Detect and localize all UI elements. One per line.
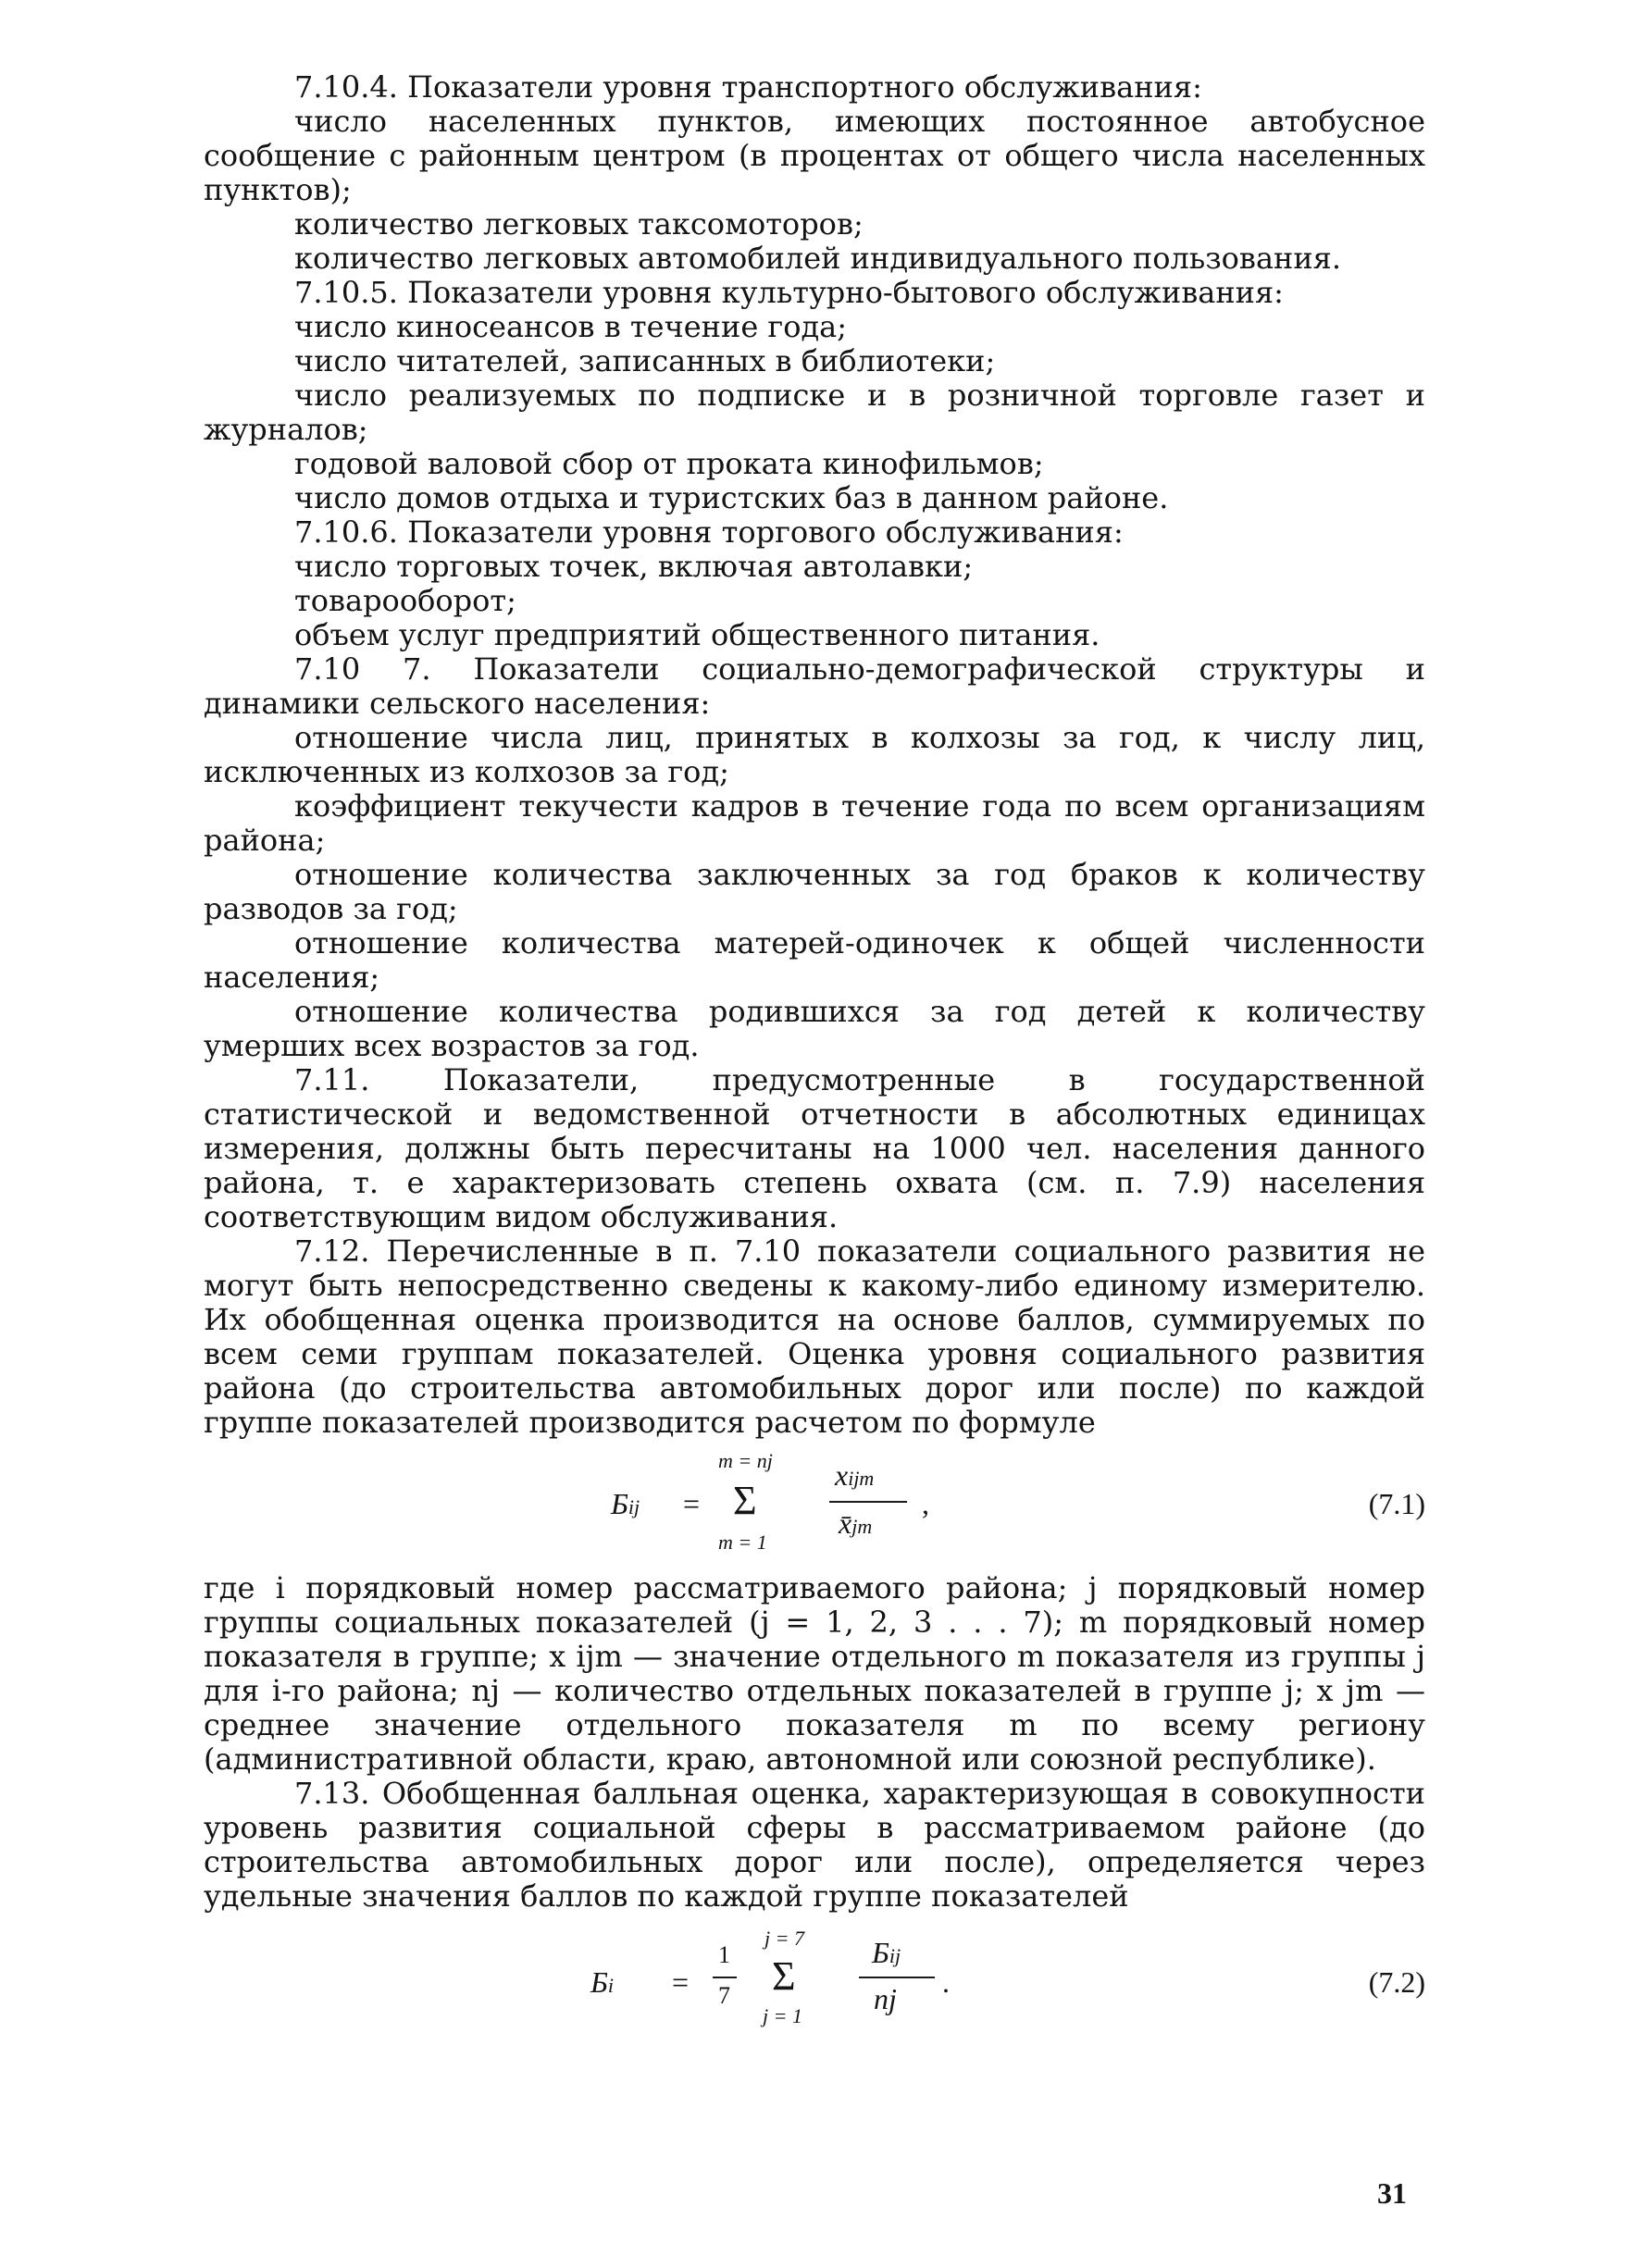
paragraph: коэффициент текучести кадров в течение года по всем организациям района;: [204, 788, 1425, 858]
formula-lhs: Бij: [611, 1487, 640, 1520]
paragraph: количество легковых автомобилей индивидуального пользования.: [294, 241, 1342, 276]
coefficient-denominator: 7: [718, 1982, 730, 2009]
paragraph: число торговых точек, включая автолавки;: [294, 549, 974, 584]
fraction-numerator: xijm: [835, 1458, 875, 1492]
text-body: [204, 70, 1425, 2036]
paragraph: число читателей, записанных в библиотеки;: [294, 343, 996, 378]
paragraph: 7.10.4. Показатели уровня транспортного обслуживания:: [294, 69, 1202, 105]
formula-period: .: [942, 1965, 950, 1999]
paragraph: 7.11. Показатели, предусмотренные в государственной статистической и ведомственной отчетности в абсолютных единицах измерения, должны быть пересчитаны на 1000 чел. населения данного района, т. е характеризовать степень охвата (см. п. 7.9) населения соответствующим видом обслуживания.: [204, 1062, 1425, 1234]
sum-upper-limit: j = 7: [764, 1927, 804, 1950]
equation-number: (7.1): [1368, 1487, 1425, 1520]
paragraph: число киносеансов в течение года;: [294, 309, 848, 344]
sum-sign: Σ: [772, 1953, 796, 1999]
sum-sign: Σ: [733, 1478, 757, 1523]
fraction-bar: [829, 1501, 907, 1503]
coefficient-numerator: 1: [718, 1941, 730, 1968]
paragraph: 7.10 7. Показатели социально-демографической структуры и динамики сельского населения:: [204, 651, 1425, 721]
equation-number: (7.2): [1368, 1965, 1425, 1999]
page-number: 31: [1377, 2176, 1407, 2210]
paragraph: число домов отдыха и туристских баз в данном районе.: [294, 480, 1169, 515]
formula-equals: =: [672, 1965, 690, 1999]
paragraph: отношение количества родившихся за год детей к количеству умерших всех возрастов за год.: [204, 994, 1425, 1063]
paragraph: количество легковых таксомоторов;: [294, 206, 864, 242]
formula-comma: ,: [922, 1487, 929, 1520]
fraction-denominator: nj: [874, 1982, 897, 2015]
sum-lower-limit: j = 1: [763, 2004, 802, 2027]
paragraph: число населенных пунктов, имеющих постоянное автобусное сообщение с районным центром (в процентах от общего числа населенных пунктов);: [204, 104, 1425, 207]
paragraph: отношение количества матерей-одиночек к общей численности населения;: [204, 925, 1425, 995]
paragraph: объем услуг предприятий общественного питания.: [294, 617, 1100, 652]
fraction-denominator: x̄jm: [839, 1506, 873, 1540]
fraction-numerator: Бij: [872, 1936, 901, 1969]
formula-7-2: [204, 1925, 1425, 2036]
sum-upper-limit: m = nj: [718, 1449, 773, 1472]
paragraph: 7.10.6. Показатели уровня торгового обслуживания:: [294, 514, 1124, 550]
paragraph: где i порядковый номер рассматриваемого района; j порядковый номер группы социальных показателей (j = 1, 2, 3 . . . 7); m порядковый номер показателя в группе; x ijm — значение отдельного m показателя из группы j для i-го района; nj — количество отдельных показателей в группе j; x jm — среднее значение отдельного показателя m по всему региону (административной области, краю, автономной или союзной республике).: [204, 1570, 1425, 1777]
sum-lower-limit: m = 1: [718, 1531, 767, 1554]
fraction-bar: [859, 1977, 935, 1978]
coefficient-bar: [713, 1977, 737, 1978]
paragraph: отношение количества заключенных за год браков к количеству разводов за год;: [204, 857, 1425, 926]
paragraph: число реализуемых по подписке и в розничной торговле газет и журналов;: [204, 378, 1425, 447]
paragraph: отношение числа лиц, принятых в колхозы за год, к числу лиц, исключенных из колхозов за год;: [204, 720, 1425, 789]
paragraph: годовой валовой сбор от проката кинофильмов;: [294, 446, 1044, 481]
paragraph: товарооборот;: [294, 583, 516, 618]
paragraph: 7.12. Перечисленные в п. 7.10 показатели социального развития не могут быть непосредственно сведены к какому-либо единому измерителю. Их обобщенная оценка производится на основе баллов, суммируемых по всем семи группам показателей. Оценка уровня социального развития района (до строительства автомобильных дорог или после) по каждой группе показателей производится расчетом по формуле: [204, 1233, 1425, 1440]
formula-lhs: Бi: [590, 1965, 614, 1999]
formula-7-1: [204, 1445, 1425, 1564]
paragraph: 7.13. Обобщенная балльная оценка, характеризующая в совокупности уровень развития социальной сферы в рассматриваемом районе (до строительства автомобильных дорог или после), определяется через удельные значения баллов по каждой группе показателей: [204, 1776, 1425, 1914]
paragraph: 7.10.5. Показатели уровня культурно-бытового обслуживания:: [294, 275, 1284, 310]
formula-equals: =: [683, 1487, 701, 1520]
